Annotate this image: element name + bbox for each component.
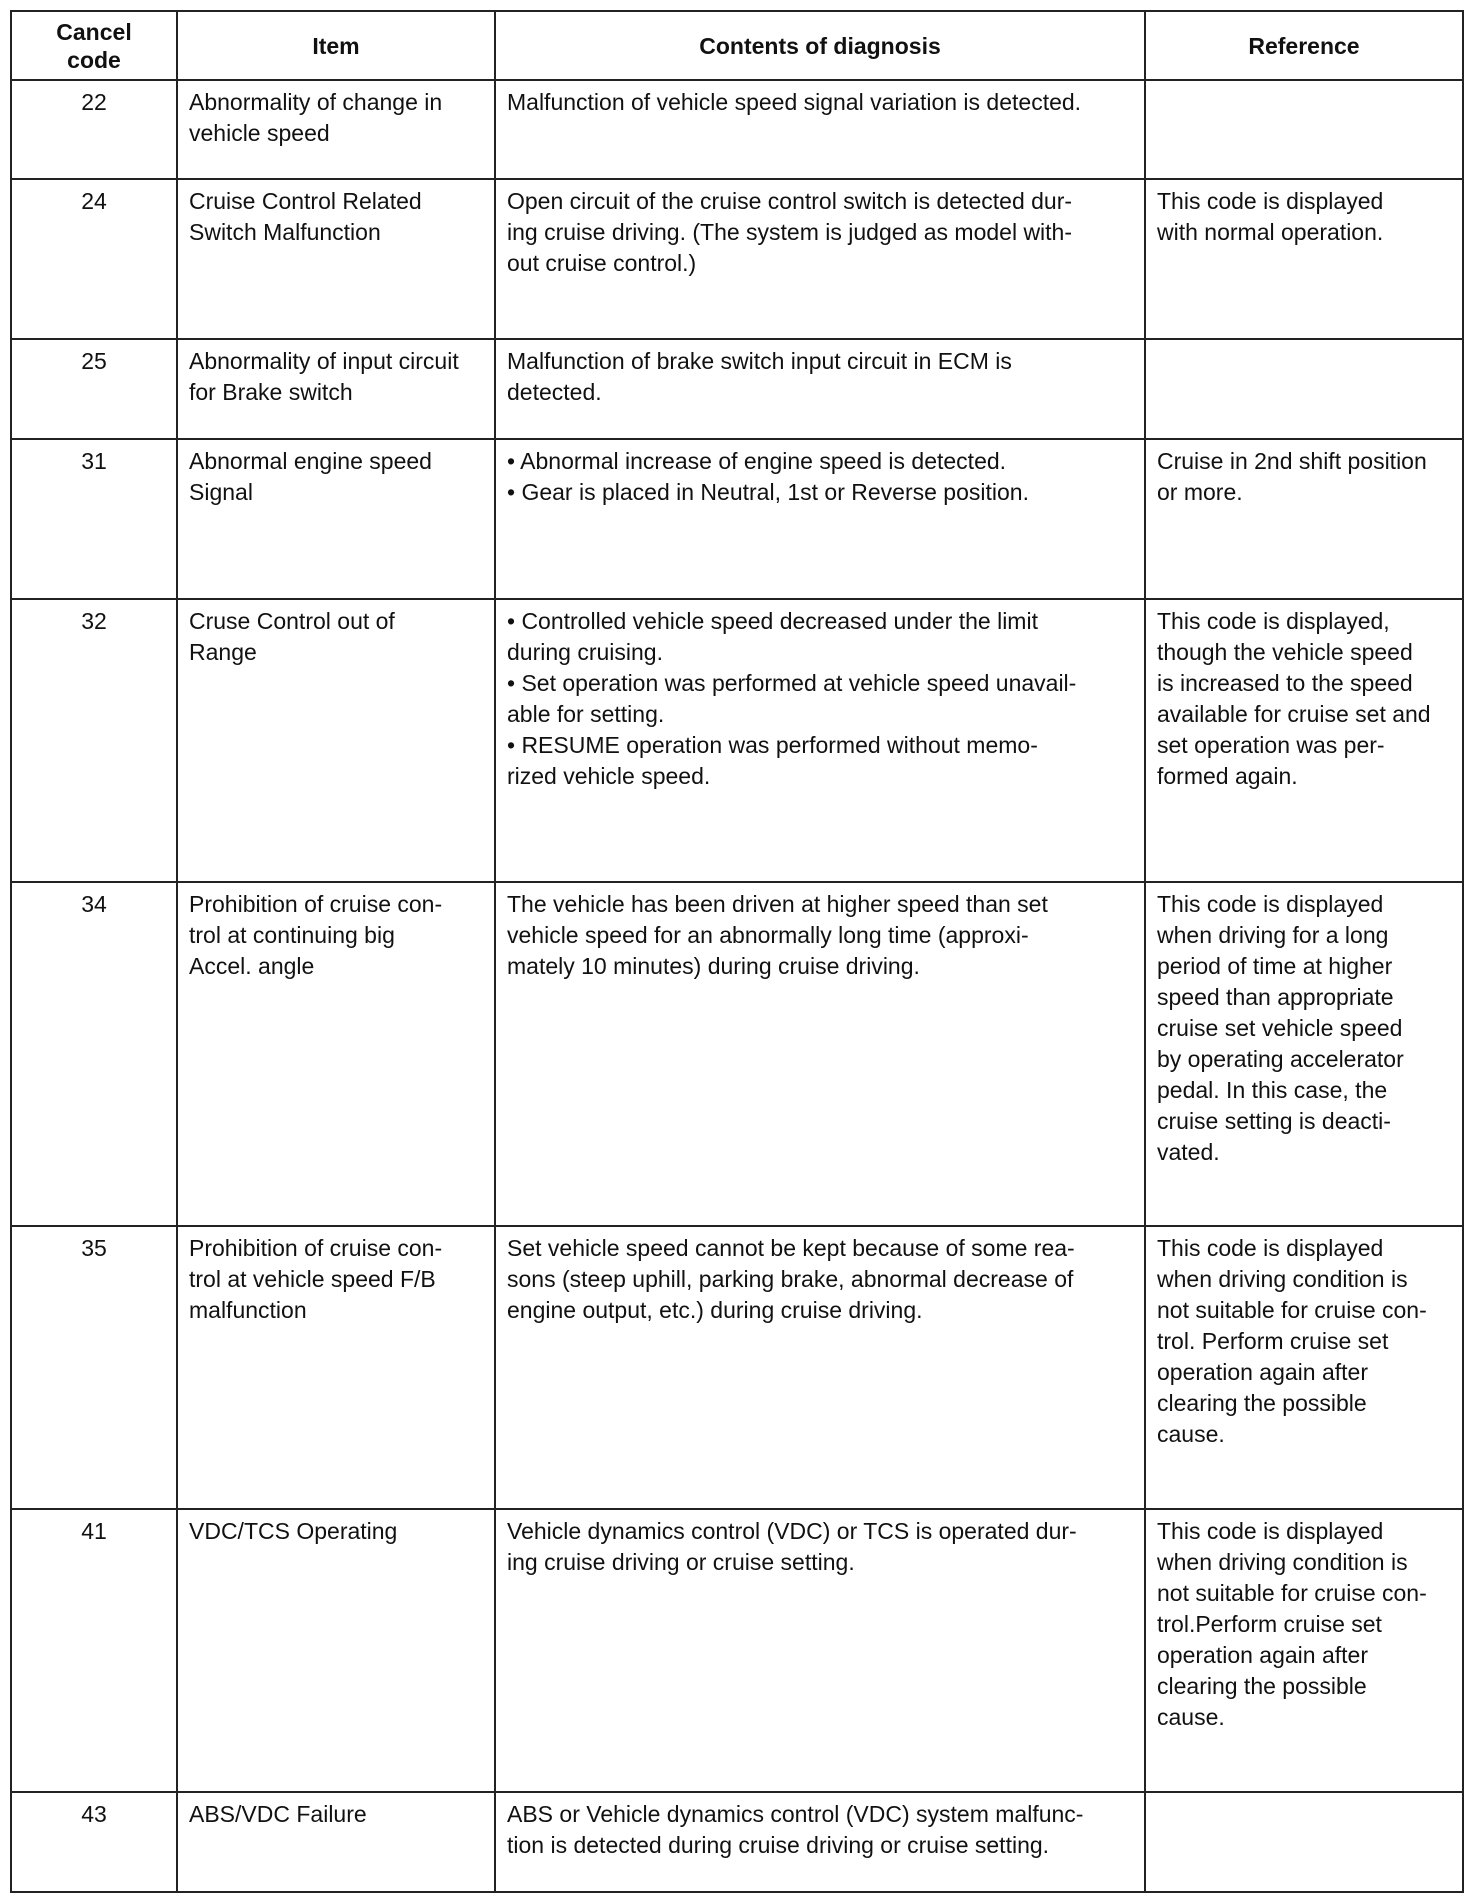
contents-line: out cruise control.) [507, 250, 697, 276]
table-row [11, 439, 1463, 599]
contents-line: ing cruise driving. (The system is judged as model with- [507, 219, 1073, 245]
item-line: Prohibition of cruise con- [189, 1235, 443, 1261]
reference-line: cruise set vehicle speed [1157, 1015, 1403, 1041]
contents-line: • Abnormal increase of engine speed is detected. [507, 448, 1007, 474]
reference-line: trol. Perform cruise set [1157, 1328, 1389, 1354]
contents-cell [495, 1226, 1145, 1509]
reference-line: when driving condition is [1157, 1549, 1408, 1575]
item-cell [177, 599, 495, 882]
table-row [11, 339, 1463, 439]
contents-cell [495, 179, 1145, 339]
cancel-code-cell: 24 [11, 179, 177, 339]
contents-line: tion is detected during cruise driving or cruise setting. [507, 1832, 1050, 1858]
reference-line: pedal. In this case, the [1157, 1077, 1388, 1103]
reference-cell [1145, 80, 1463, 179]
reference-line: cruise setting is deacti- [1157, 1108, 1391, 1134]
item-cell [177, 80, 495, 179]
reference-line: This code is displayed [1157, 1518, 1384, 1544]
contents-line: The vehicle has been driven at higher speed than set [507, 891, 1048, 917]
header-row [11, 11, 1463, 80]
contents-cell [495, 339, 1145, 439]
item-cell [177, 882, 495, 1226]
contents-line: rized vehicle speed. [507, 763, 711, 789]
contents-line: • RESUME operation was performed without memo- [507, 732, 1038, 758]
reference-cell [1145, 1509, 1463, 1792]
contents-line: during cruising. [507, 639, 663, 665]
reference-cell [1145, 339, 1463, 439]
reference-line: cause. [1157, 1704, 1225, 1730]
item-line: Abnormal engine speed [189, 448, 432, 474]
contents-cell [495, 80, 1145, 179]
contents-line: Malfunction of brake switch input circuit in ECM is [507, 348, 1012, 374]
item-line: ABS/VDC Failure [189, 1801, 367, 1827]
item-line: Abnormality of input circuit [189, 348, 459, 374]
reference-line: trol.Perform cruise set [1157, 1611, 1382, 1637]
reference-cell [1145, 882, 1463, 1226]
contents-cell [495, 439, 1145, 599]
table-row [11, 179, 1463, 339]
header-cancel-code-line2: code [67, 46, 121, 73]
header-item: Item [177, 11, 495, 80]
contents-cell [495, 1509, 1145, 1792]
reference-line: formed again. [1157, 763, 1298, 789]
reference-line: clearing the possible [1157, 1390, 1367, 1416]
reference-line: speed than appropriate [1157, 984, 1394, 1010]
contents-line: Malfunction of vehicle speed signal variation is detected. [507, 89, 1082, 115]
reference-line: with normal operation. [1157, 219, 1384, 245]
item-cell [177, 339, 495, 439]
reference-line: operation again after [1157, 1359, 1368, 1385]
cancel-code-cell: 35 [11, 1226, 177, 1509]
item-cell [177, 1226, 495, 1509]
contents-cell [495, 882, 1145, 1226]
item-line: vehicle speed [189, 120, 330, 146]
item-line: trol at vehicle speed F/B [189, 1266, 436, 1292]
item-cell [177, 1509, 495, 1792]
reference-line: This code is displayed [1157, 188, 1384, 214]
item-line: trol at continuing big [189, 922, 395, 948]
contents-line: Vehicle dynamics control (VDC) or TCS is operated dur- [507, 1518, 1077, 1544]
table-row [11, 1509, 1463, 1792]
reference-line: available for cruise set and [1157, 701, 1431, 727]
contents-cell [495, 1792, 1145, 1892]
cancel-code-cell: 31 [11, 439, 177, 599]
reference-line: not suitable for cruise con- [1157, 1580, 1427, 1606]
item-line: VDC/TCS Operating [189, 1518, 398, 1544]
table-row [11, 599, 1463, 882]
reference-cell [1145, 439, 1463, 599]
item-line: Abnormality of change in [189, 89, 443, 115]
contents-line: sons (steep uphill, parking brake, abnormal decrease of [507, 1266, 1074, 1292]
cancel-code-cell: 43 [11, 1792, 177, 1892]
reference-cell [1145, 1792, 1463, 1892]
header-cancel-code-line1: Cancel [56, 18, 132, 45]
item-cell [177, 439, 495, 599]
reference-cell [1145, 179, 1463, 339]
item-line: Accel. angle [189, 953, 315, 979]
table-row [11, 1226, 1463, 1509]
reference-line: vated. [1157, 1139, 1220, 1165]
table-row [11, 882, 1463, 1226]
item-line: Switch Malfunction [189, 219, 381, 245]
item-cell [177, 1792, 495, 1892]
reference-line: is increased to the speed [1157, 670, 1413, 696]
contents-line: engine output, etc.) during cruise driving. [507, 1297, 923, 1323]
item-line: Cruise Control Related [189, 188, 422, 214]
contents-line: able for setting. [507, 701, 665, 727]
header-cancel-code [11, 11, 177, 80]
item-line: Prohibition of cruise con- [189, 891, 443, 917]
contents-line: mately 10 minutes) during cruise driving. [507, 953, 920, 979]
table-row [11, 1792, 1463, 1892]
reference-line: This code is displayed [1157, 1235, 1384, 1261]
reference-line: by operating accelerator [1157, 1046, 1404, 1072]
cancel-code-cell: 41 [11, 1509, 177, 1792]
reference-line: This code is displayed, [1157, 608, 1390, 634]
contents-line: • Set operation was performed at vehicle speed unavail- [507, 670, 1077, 696]
reference-line: clearing the possible [1157, 1673, 1367, 1699]
contents-line: Set vehicle speed cannot be kept because of some rea- [507, 1235, 1075, 1261]
reference-line: operation again after [1157, 1642, 1368, 1668]
contents-line: • Controlled vehicle speed decreased under the limit [507, 608, 1038, 634]
reference-cell [1145, 1226, 1463, 1509]
contents-line: detected. [507, 379, 602, 405]
reference-line: or more. [1157, 479, 1243, 505]
header-reference: Reference [1145, 11, 1463, 80]
cancel-code-table [10, 10, 1464, 1893]
reference-line: cause. [1157, 1421, 1225, 1447]
contents-line: • Gear is placed in Neutral, 1st or Reverse position. [507, 479, 1029, 505]
item-line: Cruse Control out of [189, 608, 395, 634]
reference-line: not suitable for cruise con- [1157, 1297, 1427, 1323]
item-cell [177, 179, 495, 339]
reference-line: period of time at higher [1157, 953, 1393, 979]
item-line: malfunction [189, 1297, 307, 1323]
cancel-code-cell: 25 [11, 339, 177, 439]
contents-line: Open circuit of the cruise control switch is detected dur- [507, 188, 1073, 214]
reference-line: This code is displayed [1157, 891, 1384, 917]
contents-line: ing cruise driving or cruise setting. [507, 1549, 855, 1575]
reference-line: set operation was per- [1157, 732, 1385, 758]
reference-line: though the vehicle speed [1157, 639, 1413, 665]
contents-cell [495, 599, 1145, 882]
reference-cell [1145, 599, 1463, 882]
table-row [11, 80, 1463, 179]
contents-line: vehicle speed for an abnormally long time (approxi- [507, 922, 1029, 948]
reference-line: Cruise in 2nd shift position [1157, 448, 1427, 474]
item-line: Signal [189, 479, 253, 505]
cancel-code-cell: 22 [11, 80, 177, 179]
reference-line: when driving for a long [1157, 922, 1389, 948]
cancel-code-cell: 34 [11, 882, 177, 1226]
reference-line: when driving condition is [1157, 1266, 1408, 1292]
cancel-code-cell: 32 [11, 599, 177, 882]
item-line: for Brake switch [189, 379, 353, 405]
item-line: Range [189, 639, 257, 665]
header-contents: Contents of diagnosis [495, 11, 1145, 80]
contents-line: ABS or Vehicle dynamics control (VDC) system malfunc- [507, 1801, 1084, 1827]
